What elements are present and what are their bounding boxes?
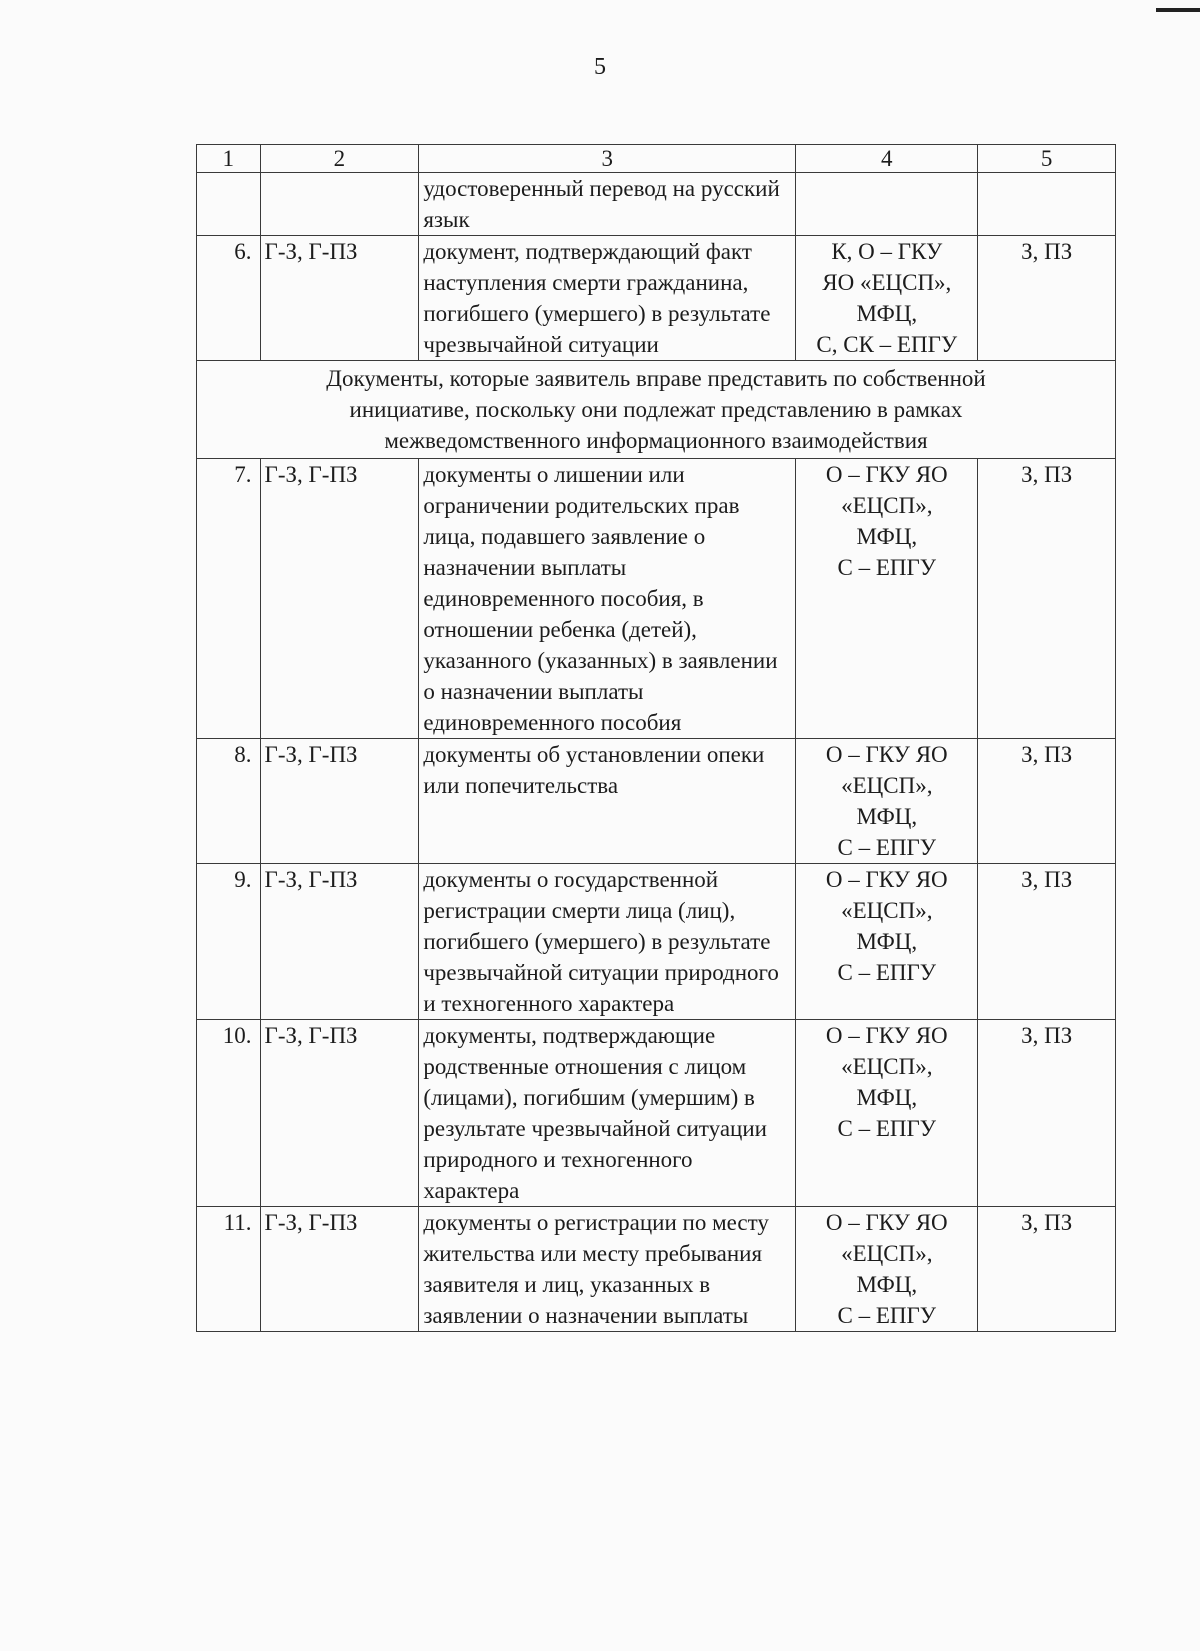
row-document: документы, подтверждающие родственные отношения с лицом (лицами), погибшим (умершим) в результате чрезвычайной ситуации природного и техногенного характера (419, 1020, 796, 1207)
row-document: документы о регистрации по месту жительства или месту пребывания заявителя и лиц, указанных в заявлении о назначении выплаты (419, 1207, 796, 1332)
row-number: 7. (197, 459, 261, 739)
table-row (197, 739, 1116, 864)
section-heading (197, 361, 1116, 459)
section-heading-text: Документы, которые заявитель вправе представить по собственной инициативе, поскольку они подлежат представлению в рамках межведомственного информационного взаимодействия (326, 366, 986, 453)
row-document: документы о лишении или ограничении родительских прав лица, подавшего заявление о назначении выплаты единовременного пособия, в отношении ребенка (детей), указанного (указанных) в заявлении о назначении выплаты единовременного пособия (419, 459, 796, 739)
table-row (197, 864, 1116, 1020)
header-col-2: 2 (260, 145, 419, 173)
table-row (197, 459, 1116, 739)
row-document: документы об установлении опеки или попечительства (419, 739, 796, 864)
scan-edge-mark (1156, 8, 1200, 12)
table-header-row (197, 145, 1116, 173)
header-col-3: 3 (419, 145, 796, 173)
row-category (260, 173, 419, 236)
table-row (197, 1207, 1116, 1332)
row-submission-way (796, 173, 978, 236)
row-result (978, 173, 1116, 236)
row-category: Г-З, Г-ПЗ (260, 1020, 419, 1207)
header-col-5: 5 (978, 145, 1116, 173)
row-result: З, ПЗ (978, 1207, 1116, 1332)
row-document: документы о государственной регистрации смерти лица (лиц), погибшего (умершего) в результате чрезвычайной ситуации природного и техногенного характера (419, 864, 796, 1020)
row-submission-way: О – ГКУ ЯО «ЕЦСП», МФЦ, С – ЕПГУ (796, 1020, 978, 1207)
row-result: З, ПЗ (978, 459, 1116, 739)
row-number: 10. (197, 1020, 261, 1207)
row-number: 8. (197, 739, 261, 864)
row-document: удостоверенный перевод на русский язык (419, 173, 796, 236)
row-number: 9. (197, 864, 261, 1020)
page-number: 5 (594, 54, 606, 80)
table-row (197, 173, 1116, 236)
row-category: Г-З, Г-ПЗ (260, 864, 419, 1020)
row-submission-way: К, О – ГКУ ЯО «ЕЦСП», МФЦ, С, СК – ЕПГУ (796, 236, 978, 361)
row-submission-way: О – ГКУ ЯО «ЕЦСП», МФЦ, С – ЕПГУ (796, 864, 978, 1020)
table-row (197, 1020, 1116, 1207)
row-category: Г-З, Г-ПЗ (260, 739, 419, 864)
row-number (197, 173, 261, 236)
row-submission-way: О – ГКУ ЯО «ЕЦСП», МФЦ, С – ЕПГУ (796, 739, 978, 864)
row-number: 6. (197, 236, 261, 361)
row-category: Г-З, Г-ПЗ (260, 1207, 419, 1332)
row-result: З, ПЗ (978, 1020, 1116, 1207)
row-submission-way: О – ГКУ ЯО «ЕЦСП», МФЦ, С – ЕПГУ (796, 1207, 978, 1332)
row-result: З, ПЗ (978, 236, 1116, 361)
header-col-1: 1 (197, 145, 261, 173)
row-category: Г-З, Г-ПЗ (260, 459, 419, 739)
section-heading-row (197, 361, 1116, 459)
row-document: документ, подтверждающий факт наступления смерти гражданина, погибшего (умершего) в результате чрезвычайной ситуации (419, 236, 796, 361)
row-submission-way: О – ГКУ ЯО «ЕЦСП», МФЦ, С – ЕПГУ (796, 459, 978, 739)
documents-table (196, 144, 1116, 1332)
table-row (197, 236, 1116, 361)
row-result: З, ПЗ (978, 864, 1116, 1020)
row-category: Г-З, Г-ПЗ (260, 236, 419, 361)
row-result: З, ПЗ (978, 739, 1116, 864)
row-number: 11. (197, 1207, 261, 1332)
header-col-4: 4 (796, 145, 978, 173)
